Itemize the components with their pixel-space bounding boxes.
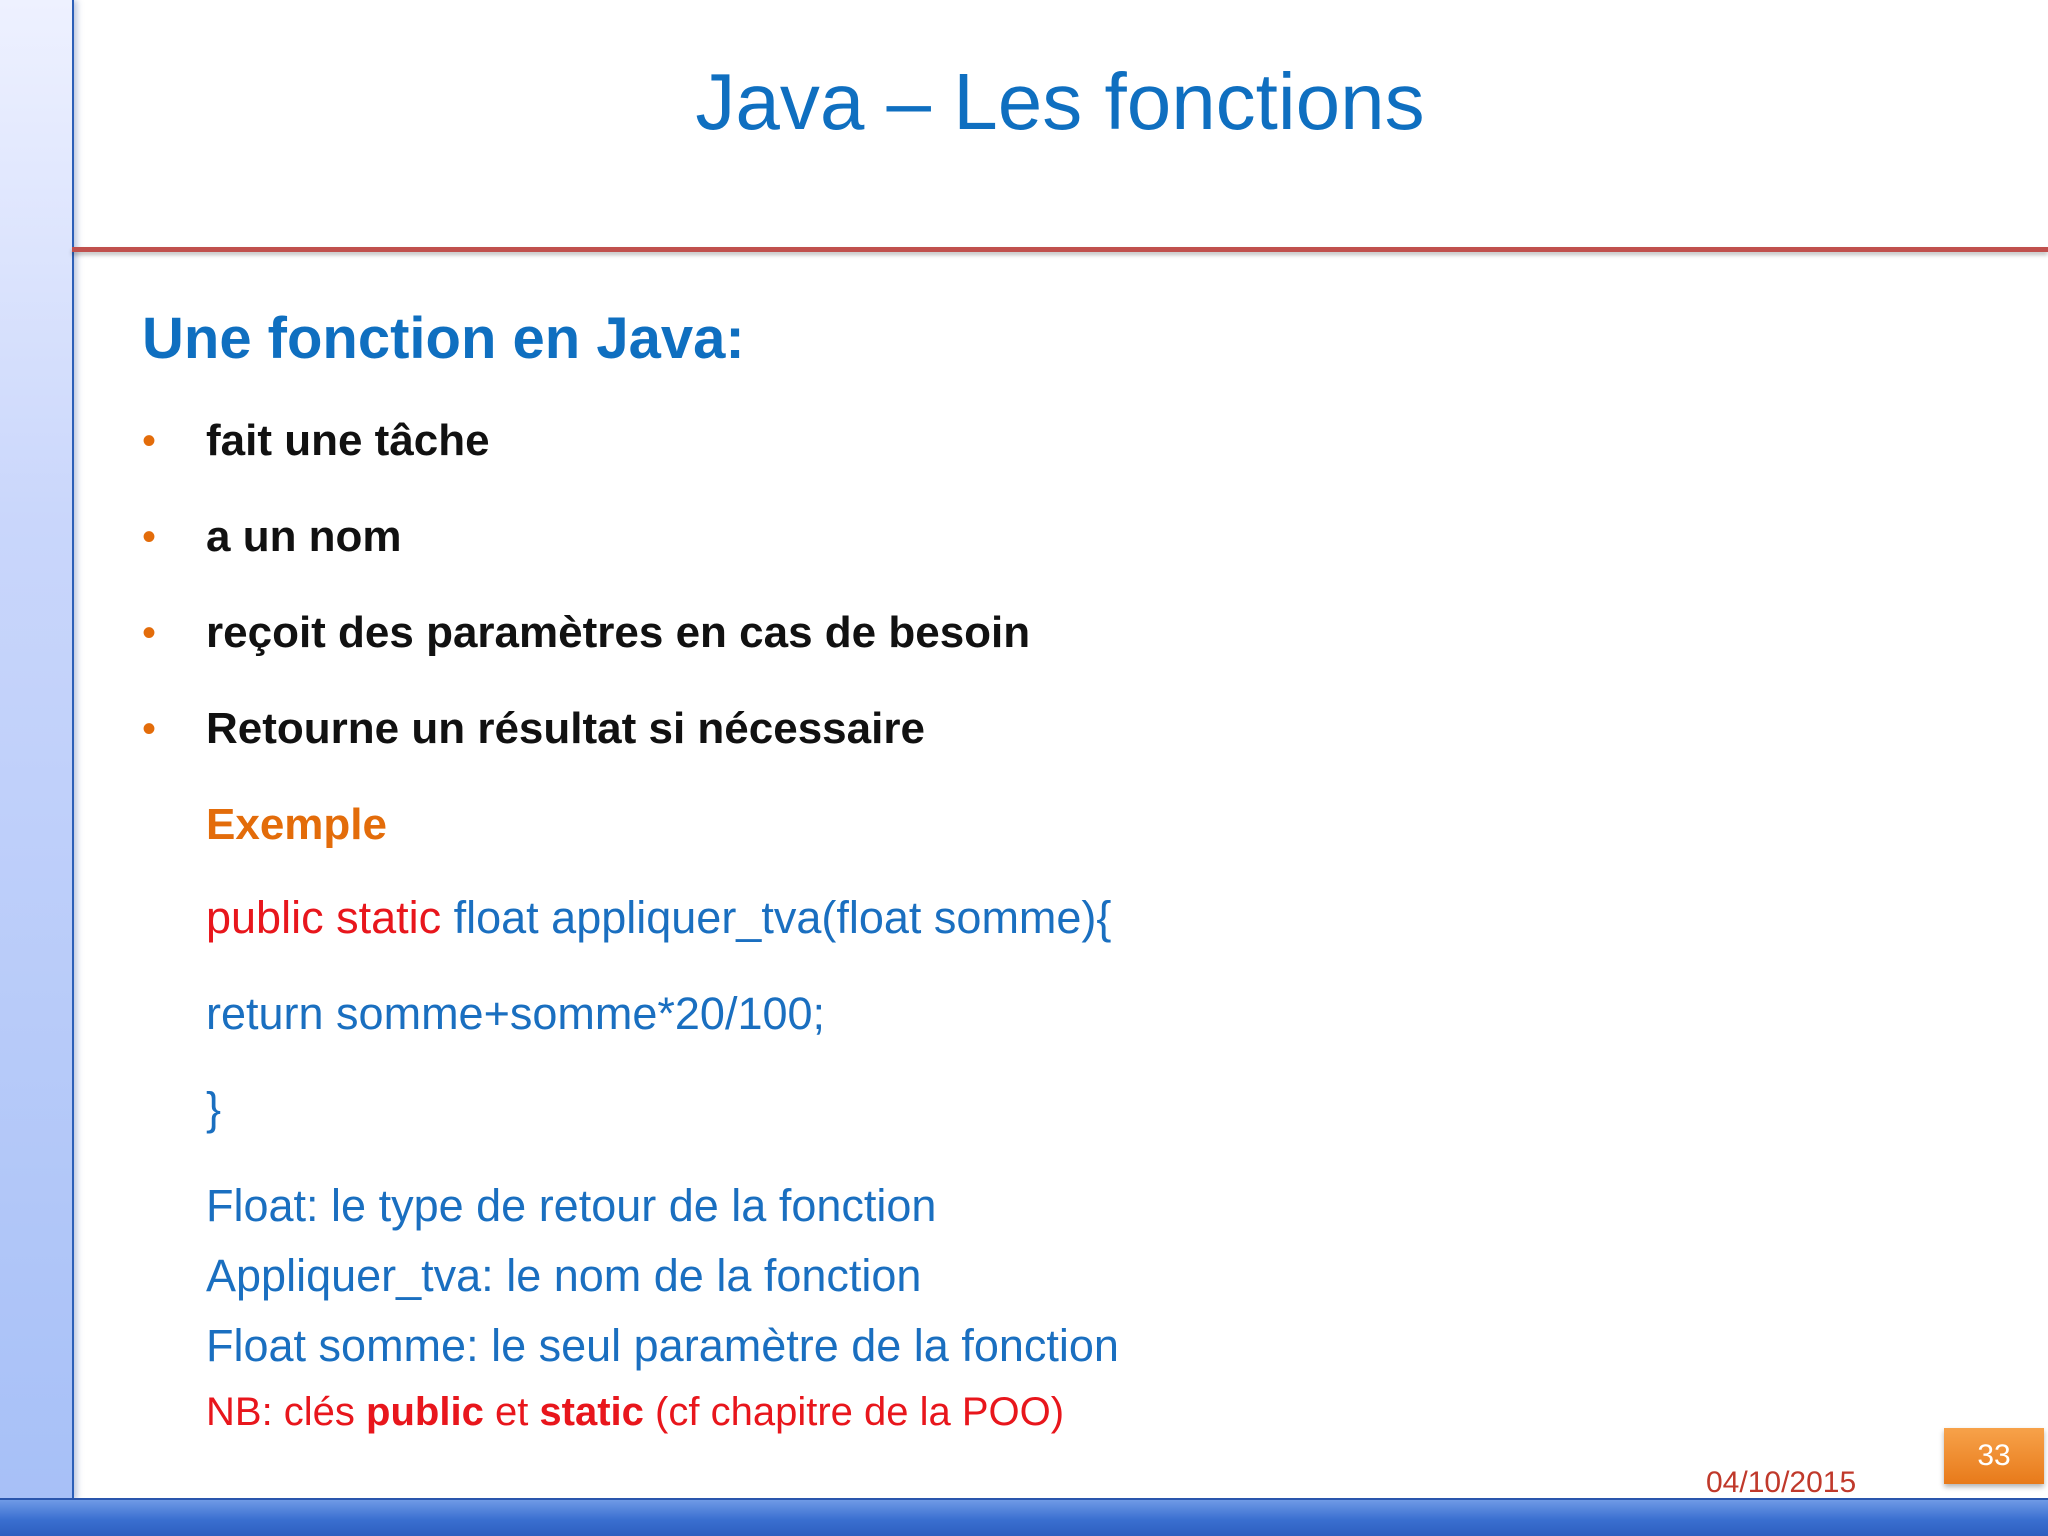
note-keyword-static: static xyxy=(539,1390,644,1434)
note-text xyxy=(206,1390,1064,1435)
code-signature-rest: float appliquer_tva(float somme){ xyxy=(441,892,1112,943)
section-heading: Une fonction en Java: xyxy=(142,306,745,371)
description-function-name: Appliquer_tva: le nom de la fonction xyxy=(206,1250,922,1301)
title-divider xyxy=(72,247,2048,252)
note-suffix: (cf chapitre de la POO) xyxy=(643,1390,1065,1434)
code-line-closing-brace: } xyxy=(206,1083,222,1134)
slide-title: Java – Les fonctions xyxy=(695,57,1425,146)
bullet-icon: • xyxy=(142,707,157,751)
slide-date: 04/10/2015 xyxy=(1706,1466,1857,1499)
page-number-badge: 33 xyxy=(1944,1428,2044,1484)
example-label: Exemple xyxy=(206,800,387,849)
bullet-icon: • xyxy=(142,515,157,559)
bottom-decor-bar xyxy=(0,1498,2048,1536)
left-decor-bar xyxy=(0,0,74,1500)
note-keyword-public: public xyxy=(366,1390,484,1434)
code-line-signature xyxy=(206,892,1111,944)
code-line-return: return somme+somme*20/100; xyxy=(206,988,826,1039)
bullet-text: reçoit des paramètres en cas de besoin xyxy=(206,608,1031,657)
note-mid: et xyxy=(483,1390,540,1434)
bullet-text: Retourne un résultat si nécessaire xyxy=(206,704,925,753)
bullet-text: a un nom xyxy=(206,512,402,561)
bullet-text: fait une tâche xyxy=(206,416,490,465)
code-keywords: public static xyxy=(206,892,442,943)
note-prefix: NB: clés xyxy=(206,1390,367,1434)
bullet-icon: • xyxy=(142,419,157,463)
bullet-icon: • xyxy=(142,611,157,655)
description-return-type: Float: le type de retour de la fonction xyxy=(206,1180,937,1231)
description-parameter: Float somme: le seul paramètre de la fonction xyxy=(206,1320,1119,1371)
